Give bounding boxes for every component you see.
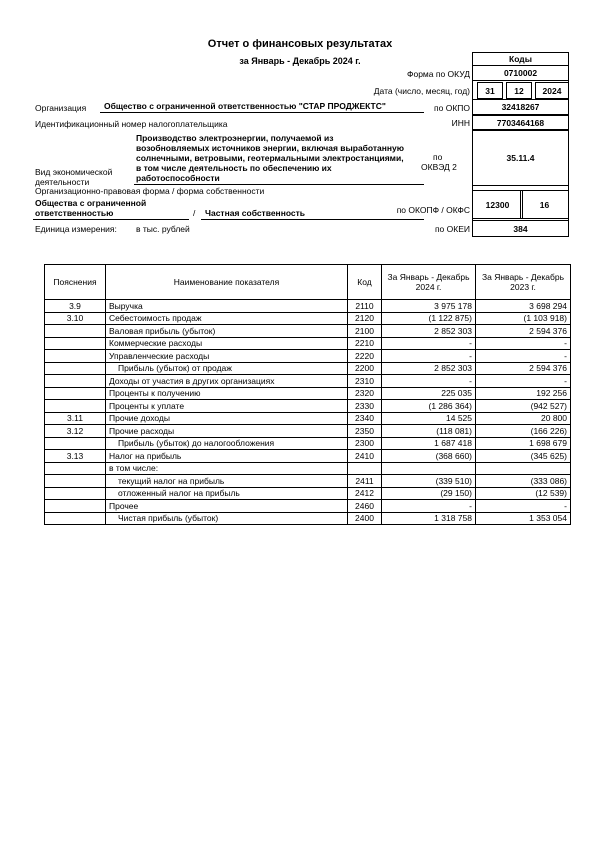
row-note <box>45 512 106 525</box>
row-previous-value: 2 594 376 <box>476 362 571 375</box>
activity-line: солнечными, ветровыми, геотермальными электростанциями, <box>136 153 404 163</box>
row-name: Прибыль (убыток) до налогообложения <box>106 437 348 450</box>
row-previous-value: 20 800 <box>476 412 571 425</box>
org-name: Общество с ограниченной ответственностью "СТАР ПРОДЖЕКТС" <box>104 101 386 111</box>
row-current-value: 2 852 303 <box>382 362 476 375</box>
table-row <box>45 400 571 413</box>
ownership-underline <box>201 219 424 220</box>
row-name: в том числе: <box>106 462 348 475</box>
unit-value: в тыс. рублей <box>136 224 190 234</box>
row-current-value: - <box>382 337 476 350</box>
row-code: 2310 <box>348 375 382 388</box>
date-day: 31 <box>477 82 503 99</box>
row-current-value: (29 150) <box>382 487 476 500</box>
row-previous-value: - <box>476 375 571 388</box>
row-note: 3.10 <box>45 312 106 325</box>
table-row <box>45 487 571 500</box>
row-name: Чистая прибыль (убыток) <box>106 512 348 525</box>
org-name-underline <box>100 112 424 113</box>
okopf-code: 12300 <box>472 190 523 219</box>
row-previous-value <box>476 462 571 475</box>
row-current-value: (368 660) <box>382 450 476 463</box>
row-name: Коммерческие расходы <box>106 337 348 350</box>
table-row <box>45 312 571 325</box>
header-previous-period <box>476 265 571 300</box>
inn-code: 7703464168 <box>472 115 569 130</box>
row-note: 3.11 <box>45 412 106 425</box>
table-row <box>45 450 571 463</box>
activity-label-1: Вид экономической <box>35 167 113 177</box>
okpo-label: по ОКПО <box>434 103 470 113</box>
row-note <box>45 362 106 375</box>
row-code: 2340 <box>348 412 382 425</box>
table-body <box>45 300 571 525</box>
row-note <box>45 400 106 413</box>
row-code: 2350 <box>348 425 382 438</box>
row-previous-value: - <box>476 500 571 513</box>
row-current-value: 1 687 418 <box>382 437 476 450</box>
header-current-period <box>382 265 476 300</box>
row-code: 2410 <box>348 450 382 463</box>
header-name: Наименование показателя <box>106 265 348 300</box>
table-row <box>45 387 571 400</box>
row-previous-value: 1 353 054 <box>476 512 571 525</box>
row-note: 3.9 <box>45 300 106 313</box>
row-current-value: (1 286 364) <box>382 400 476 413</box>
row-name: Проценты к уплате <box>106 400 348 413</box>
legal-form-2: ответственностью <box>35 208 114 218</box>
activity-label-2: деятельности <box>35 177 90 187</box>
row-code: 2330 <box>348 400 382 413</box>
activity-line: Производство электроэнергии, получаемой из <box>136 133 334 143</box>
row-name: Управленческие расходы <box>106 350 348 363</box>
row-name: Прибыль (убыток) от продаж <box>106 362 348 375</box>
okved-label-po: по <box>433 152 443 162</box>
financial-results-table <box>44 264 571 525</box>
row-note <box>45 487 106 500</box>
okei-code: 384 <box>472 220 569 237</box>
legal-form-slash: / <box>193 208 196 218</box>
table-row <box>45 325 571 338</box>
table-row <box>45 375 571 388</box>
row-previous-value: 1 698 679 <box>476 437 571 450</box>
row-code: 2411 <box>348 475 382 488</box>
row-previous-value: - <box>476 337 571 350</box>
inn-label: Идентификационный номер налогоплательщика <box>35 119 228 129</box>
activity-line: возобновляемых источников энергии, включая выработанную <box>136 143 405 153</box>
row-current-value: (1 122 875) <box>382 312 476 325</box>
row-note <box>45 375 106 388</box>
inn-short-label: ИНН <box>451 118 470 128</box>
row-name: Прочие доходы <box>106 412 348 425</box>
row-code: 2320 <box>348 387 382 400</box>
row-current-value: 3 975 178 <box>382 300 476 313</box>
table-row <box>45 512 571 525</box>
ownership-form: Частная собственность <box>205 208 306 218</box>
row-code: 2100 <box>348 325 382 338</box>
legal-form-1: Общества с ограниченной <box>35 198 147 208</box>
okved-code: 35.11.4 <box>472 130 569 186</box>
header-code: Код <box>348 265 382 300</box>
row-note: 3.13 <box>45 450 106 463</box>
codes-header: Коды <box>472 52 569 66</box>
row-current-value: 225 035 <box>382 387 476 400</box>
row-current-value: - <box>382 350 476 363</box>
row-name: Выручка <box>106 300 348 313</box>
table-row <box>45 475 571 488</box>
date-month: 12 <box>506 82 532 99</box>
okved-label-code: ОКВЭД 2 <box>421 162 457 172</box>
okud-code: 0710002 <box>472 65 569 81</box>
row-note: 3.12 <box>45 425 106 438</box>
header-notes: Пояснения <box>45 265 106 300</box>
row-current-value <box>382 462 476 475</box>
row-name: Прочие расходы <box>106 425 348 438</box>
table-row <box>45 362 571 375</box>
row-name: отложенный налог на прибыль <box>106 487 348 500</box>
okfs-code: 16 <box>520 190 569 219</box>
row-name: Проценты к получению <box>106 387 348 400</box>
row-code: 2120 <box>348 312 382 325</box>
row-previous-value: 192 256 <box>476 387 571 400</box>
row-code: 2400 <box>348 512 382 525</box>
header-current-line-1: За Январь - Декабрь <box>387 272 470 282</box>
activity-line: в том числе деятельность по обеспечению их <box>136 163 332 173</box>
row-note <box>45 475 106 488</box>
row-code: 2200 <box>348 362 382 375</box>
row-current-value: - <box>382 375 476 388</box>
table-row <box>45 437 571 450</box>
row-code: 2300 <box>348 437 382 450</box>
row-previous-value: (345 625) <box>476 450 571 463</box>
row-code <box>348 462 382 475</box>
row-name: Валовая прибыль (убыток) <box>106 325 348 338</box>
row-code: 2210 <box>348 337 382 350</box>
table-row <box>45 462 571 475</box>
okei-label: по ОКЕИ <box>434 224 470 234</box>
unit-label: Единица измерения: <box>35 224 117 234</box>
row-current-value: - <box>382 500 476 513</box>
row-note <box>45 437 106 450</box>
row-previous-value: (1 103 918) <box>476 312 571 325</box>
okopf-label: по ОКОПФ / ОКФС <box>396 205 470 215</box>
row-previous-value: 3 698 294 <box>476 300 571 313</box>
okpo-code: 32418267 <box>472 99 569 115</box>
row-previous-value: (166 226) <box>476 425 571 438</box>
table-row <box>45 350 571 363</box>
okud-label: Форма по ОКУД <box>407 69 470 79</box>
row-current-value: 1 318 758 <box>382 512 476 525</box>
report-title: Отчет о финансовых результатах <box>207 38 393 50</box>
row-previous-value: - <box>476 350 571 363</box>
table-row <box>45 412 571 425</box>
header-previous-line-1: За Январь - Декабрь <box>481 272 565 282</box>
date-label: Дата (число, месяц, год) <box>373 86 470 96</box>
row-previous-value: (333 086) <box>476 475 571 488</box>
row-previous-value: 2 594 376 <box>476 325 571 338</box>
row-name: Себестоимость продаж <box>106 312 348 325</box>
row-code: 2220 <box>348 350 382 363</box>
table-row <box>45 425 571 438</box>
date-year: 2024 <box>535 82 569 99</box>
row-current-value: 14 525 <box>382 412 476 425</box>
row-current-value: 2 852 303 <box>382 325 476 338</box>
table-header-row <box>45 265 571 300</box>
report-period: за Январь - Декабрь 2024 г. <box>239 56 361 66</box>
row-note <box>45 350 106 363</box>
row-name: Прочее <box>106 500 348 513</box>
table-row <box>45 500 571 513</box>
table-row <box>45 300 571 313</box>
row-code: 2460 <box>348 500 382 513</box>
org-label: Организация <box>35 103 87 113</box>
table-row <box>45 337 571 350</box>
row-code: 2110 <box>348 300 382 313</box>
legal-form-label: Организационно-правовая форма / форма собственности <box>35 186 265 196</box>
legal-form-underline <box>33 219 189 220</box>
row-note <box>45 325 106 338</box>
row-name: Налог на прибыль <box>106 450 348 463</box>
row-name: Доходы от участия в других организациях <box>106 375 348 388</box>
row-note <box>45 462 106 475</box>
header-previous-line-2: 2023 г. <box>510 282 536 292</box>
row-note <box>45 387 106 400</box>
row-previous-value: (942 527) <box>476 400 571 413</box>
row-current-value: (339 510) <box>382 475 476 488</box>
activity-line: работоспособности <box>136 173 220 183</box>
activity-underline <box>134 184 424 185</box>
row-code: 2412 <box>348 487 382 500</box>
header-current-line-2: 2024 г. <box>415 282 442 292</box>
row-name: текущий налог на прибыль <box>106 475 348 488</box>
row-note <box>45 500 106 513</box>
row-current-value: (118 081) <box>382 425 476 438</box>
row-note <box>45 337 106 350</box>
row-previous-value: (12 539) <box>476 487 571 500</box>
